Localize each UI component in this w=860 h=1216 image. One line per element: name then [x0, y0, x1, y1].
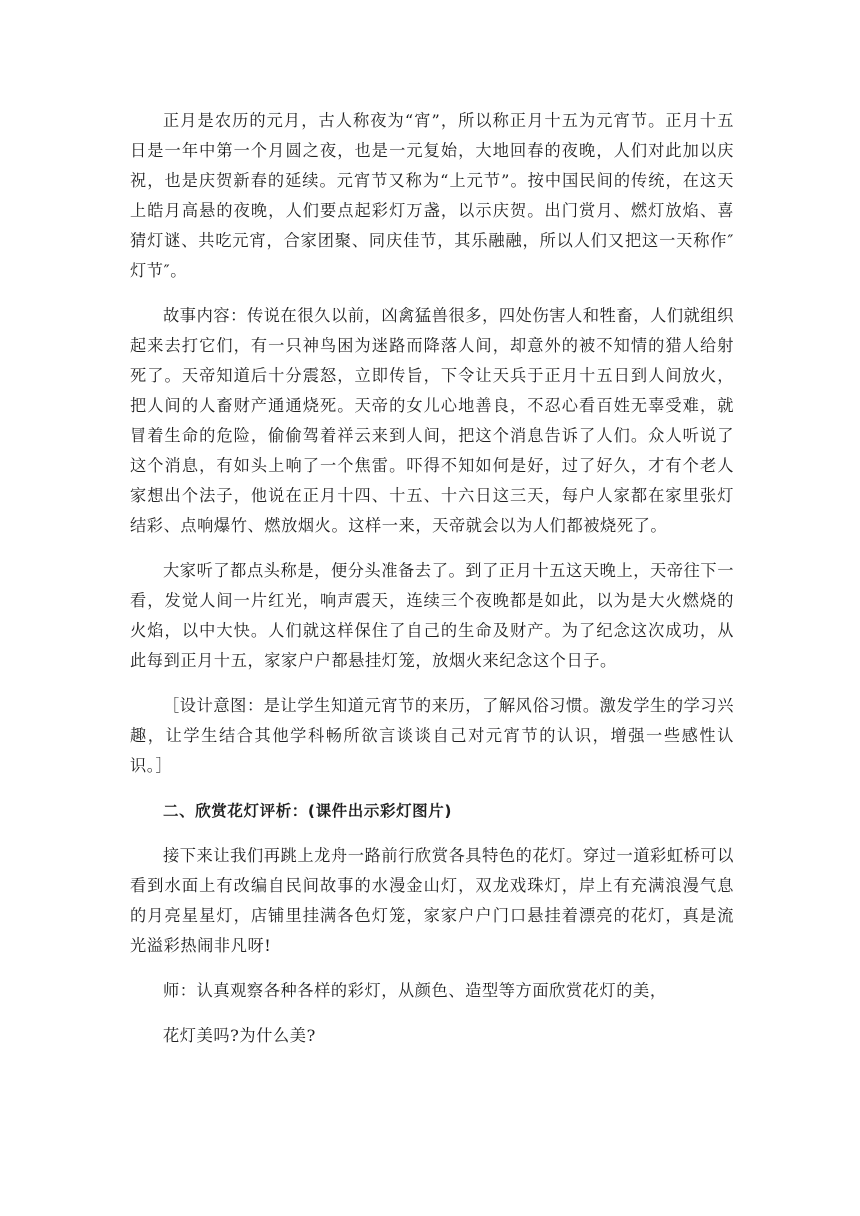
- paragraph-legend-ending: 大家听了都点头称是，便分头准备去了。到了正月十五这天晚上，天帝往下一看，发觉人间一片红光，响声震天，连续三个夜晚都是如此，以为是大火燃烧的火焰，以中大快。人们就这样保住了自己的生命及财产。为了纪念这次成功，从此每到正月十五，家家户户都悬挂灯笼，放烟火来纪念这个日子。: [130, 561, 734, 670]
- paragraph-question: 花灯美吗?为什么美?: [163, 1026, 316, 1045]
- paragraph-design-intent: ［设计意图：是让学生知道元宵节的来历，了解风俗习惯。激发学生的学习兴趣，让学生结合其他学科畅所欲言谈谈自己对元宵节的认识，增强一些感性认识。］: [130, 696, 734, 775]
- paragraph-lanterns: 接下来让我们再跳上龙舟一路前行欣赏各具特色的花灯。穿过一道彩虹桥可以看到水面上有改编自民间故事的水漫金山灯，双龙戏珠灯，岸上有充满浪漫气息的月亮星星灯，店铺里挂满各色灯笼，家家户户门口悬挂着漂亮的花灯，真是流光溢彩热闹非凡呀!: [130, 846, 734, 955]
- paragraph-teacher: 师：认真观察各种各样的彩灯，从颜色、造型等方面欣赏花灯的美，: [163, 981, 667, 1000]
- paragraph-origin: 正月是农历的元月，古人称夜为“宵”，所以称正月十五为元宵节。正月十五日是一年中第一个月圆之夜，也是一元复始，大地回春的夜晚，人们对此加以庆祝，也是庆贺新春的延续。元宵节又称为“上元节”。按中国民间的传统，在这天上皓月高悬的夜晚，人们要点起彩灯万盏，以示庆贺。出门赏月、燃灯放焰、喜猜灯谜、共吃元宵，合家团聚、同庆佳节，其乐融融，所以人们又把这一天称作″灯节″。: [130, 111, 734, 280]
- document-body: [130, 106, 734, 1051]
- section-heading: 二、欣赏花灯评析：(课件出示彩灯图片): [163, 802, 453, 820]
- paragraph-legend: 故事内容：传说在很久以前，凶禽猛兽很多，四处伤害人和牲畜，人们就组织起来去打它们，有一只神鸟困为迷路而降落人间，却意外的被不知情的猎人给射死了。天帝知道后十分震怒，立即传旨，下令让天兵于正月十五日到人间放火，把人间的人畜财产通通烧死。天帝的女儿心地善良，不忍心看百姓无辜受难，就冒着生命的危险，偷偷驾着祥云来到人间，把这个消息告诉了人们。众人听说了这个消息，有如头上响了一个焦雷。吓得不知如何是好，过了好久，才有个老人家想出个法子，他说在正月十四、十五、十六日这三天，每户人家都在家里张灯结彩、点响爆竹、燃放烟火。这样一来，天帝就会以为人们都被烧死了。: [130, 306, 734, 535]
